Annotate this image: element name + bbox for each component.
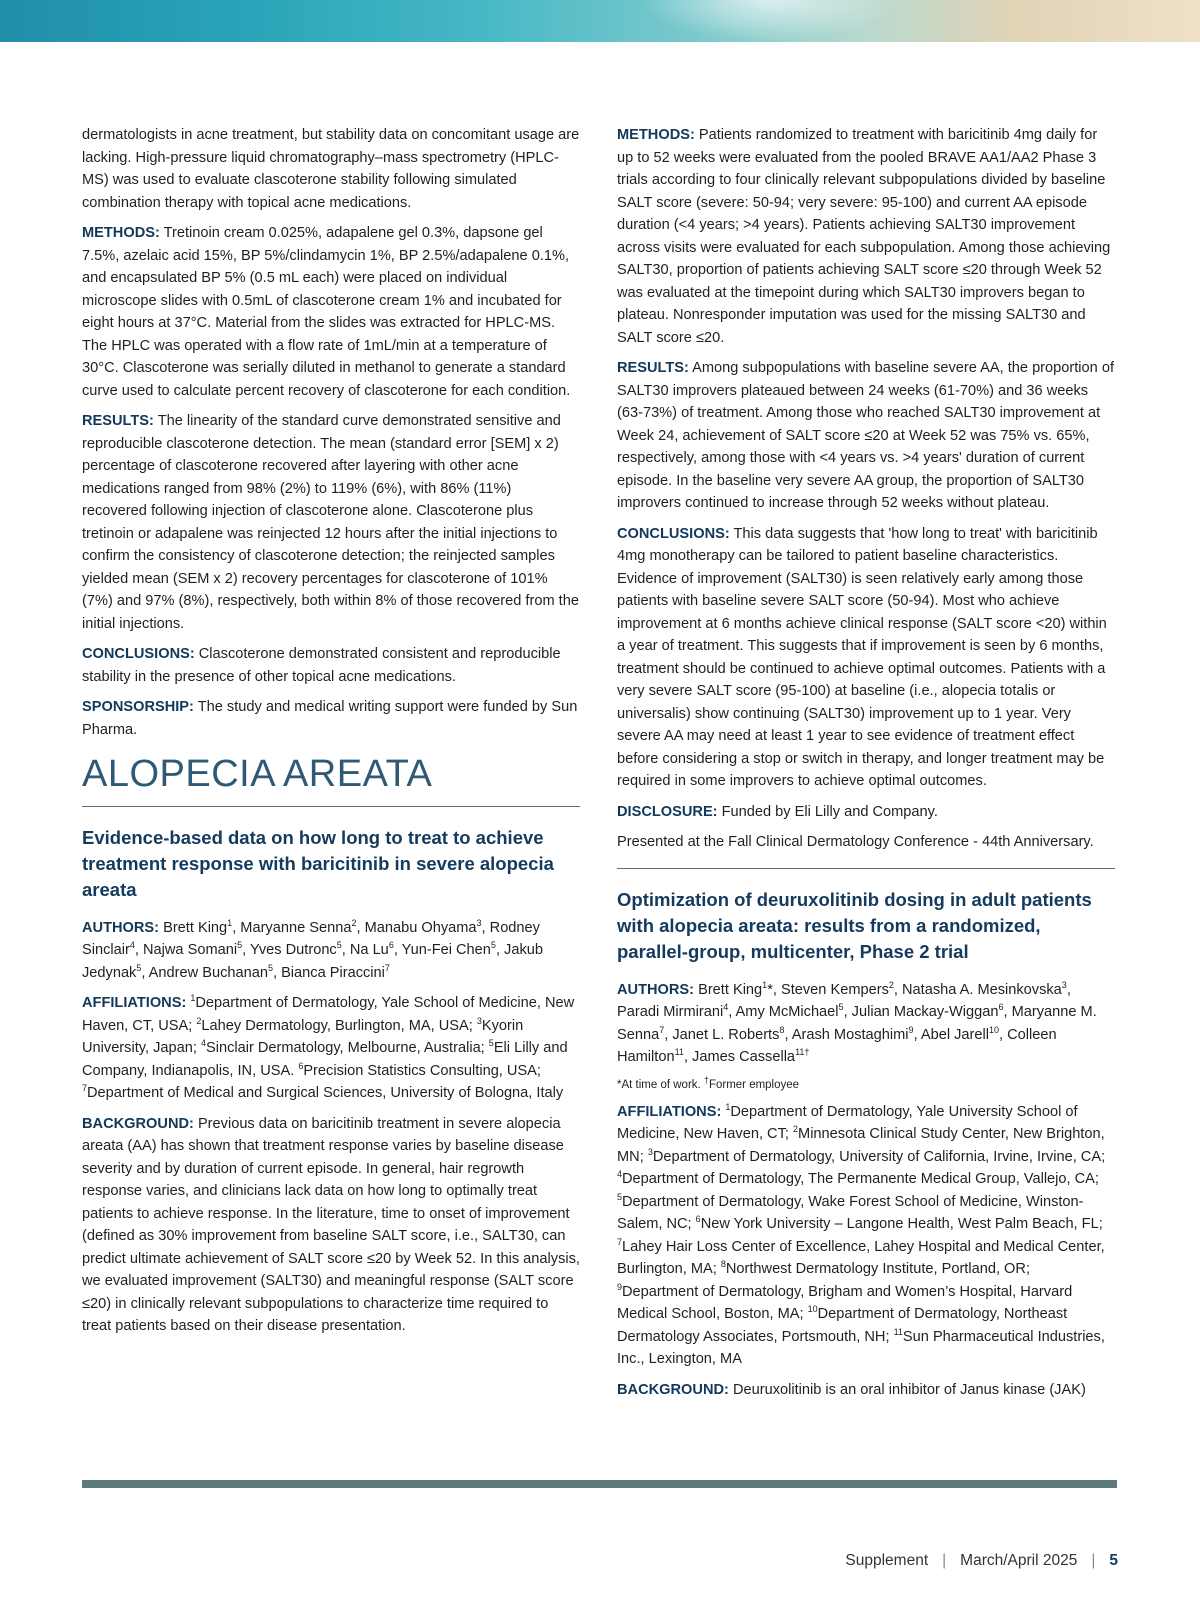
- author-note-text: *At time of work.: [617, 1078, 704, 1091]
- footer-separator: |: [942, 1552, 947, 1569]
- author-note-former: Former employee: [708, 1078, 800, 1091]
- article-title: Evidence-based data on how long to treat to achieve treatment response with baricitinib in severe alopecia areata: [82, 826, 554, 900]
- right-column: [617, 124, 1115, 1409]
- conclusions-text-2: This data suggests that 'how long to treat' with baricitinib 4mg monotherapy can be tailored to patient baseline characteristics. Evidence of improvement (SALT30) is seen relatively early among those patients with baseline severe SALT score (50-94). Most who achieve improvement at 6 months achieve clinical response (SALT score <20) within a year of treatment. This suggests that if improvement is seen by 6 months, treatment should be continued to achieve optimal outcomes. Patients with a very severe SALT score (95-100) at baseline (i.e., alopecia totalis or universalis) show continuing (SALT30) improvement up to 1 year. Very severe AA may need at least 1 year to see evidence of treatment effect before considering a stop or switch in therapy, and longer treatment may be required in some improvers to achieve optimal outcomes.: [617, 525, 1107, 789]
- issue-date: March/April 2025: [960, 1552, 1078, 1569]
- sponsorship-label: SPONSORSHIP:: [82, 699, 194, 715]
- intro-paragraph: dermatologists in acne treatment, but stability data on concomitant usage are lacking. High-pressure liquid chromatography–mass spectrometry (HPLC-MS) was used to evaluate clascoterone stability following simulated combination therapy with topical acne medications.: [82, 127, 580, 211]
- background-text-2: Deuruxolitinib is an oral inhibitor of Janus kinase (JAK): [732, 1381, 1086, 1398]
- affiliations-paragraph: AFFILIATIONS: $^1$Department of Dermatology, Yale School of Medicine, New Haven, CT, USA; $^2$Lahey Dermatology, Burlington, MA, USA; $^3$Kyorin University, Japan; $^4$Sinclair Dermatology, Melbourne, Australia; $^5$Eli Lilly and Company, Indianapolis, IN, USA. $^6$Precision Statistics Consulting, USA; $^7$Department of Medical and Surgical Sciences, University of Bologna, Italy: [82, 993, 575, 1101]
- affiliations-label: AFFILIATIONS:: [82, 995, 187, 1011]
- section-divider: [82, 806, 580, 807]
- page-number: 5: [1109, 1552, 1118, 1569]
- results-label: RESULTS:: [82, 413, 154, 429]
- background-label-2: BACKGROUND:: [617, 1381, 729, 1398]
- results-paragraph: [82, 410, 580, 635]
- header-banner: [0, 0, 1200, 42]
- page-footer: [0, 1552, 1118, 1570]
- background-label: BACKGROUND:: [82, 1115, 194, 1132]
- conclusions-label-2: CONCLUSIONS:: [617, 525, 730, 542]
- methods-paragraph: [82, 222, 580, 402]
- methods-label: METHODS:: [82, 225, 160, 241]
- results-text-2: Among subpopulations with baseline severe AA, the proportion of SALT30 improvers plateaued between 24 weeks (61-70%) and 36 weeks (63-73%) of treatment. Among those who reached SALT30 improvement at Week 24, achievement of SALT score ≤20 at Week 52 was 75% vs. 65%, respectively, among those with <4 years vs. >4 years' duration of current episode. In the baseline very severe AA group, the proportion of SALT30 improvers continued to increase through 52 weeks without plateau.: [617, 360, 1115, 511]
- background-paragraph: [82, 1113, 580, 1338]
- footer-separator: |: [1091, 1552, 1096, 1569]
- authors-paragraph-2: AUTHORS: Brett King$^1$*, Steven Kempers$^2$, Natasha A. Mesinkovska$^3$, Paradi Mirmirani$^4$, Amy McMichael$^5$, Julian Mackay-Wiggan$^6$, Maryanne M. Senna$^7$, Janet L. Roberts$^8$, Arash Mostaghimi$^9$, Abel Jarell$^{10}$, Colleen Hamilton$^{11}$, James Cassella$^{11\dagger}$: [617, 979, 1097, 1065]
- article-title-2: Optimization of deuruxolitinib dosing in adult patients with alopecia areata: results from a randomized, parallel-group, multicenter, Phase 2 trial: [617, 888, 1092, 962]
- methods-label-2: METHODS:: [617, 127, 695, 143]
- authors-label: AUTHORS:: [82, 919, 160, 936]
- results-text: The linearity of the standard curve demonstrated sensitive and reproducible clascoterone detection. The mean (standard error [SEM] x 2) percentage of clascoterone recovered after layering with other acne medications ranged from 98% (2%) to 119% (6%), with 86% (11%) recovered following injection of clascoterone alone. Clascoterone plus tretinoin or adapalene was reinjected 12 hours after the initial injections to confirm the consistency of clascoterone detection; the reinjected samples yielded mean (SEM x 2) recovery percentages for clascoterone of 101% (7%) and 97% (8%), respectively, both within 8% of those recovered from the initial injections.: [82, 413, 579, 632]
- presented-paragraph: Presented at the Fall Clinical Dermatology Conference - 44th Anniversary.: [617, 834, 1094, 850]
- affiliations-label-2: AFFILIATIONS:: [617, 1103, 722, 1120]
- affiliations-paragraph-2: AFFILIATIONS: $^1$Department of Dermatology, Yale University School of Medicine, New Haven, CT; $^2$Minnesota Clinical Study Center, New Brighton, MN; $^3$Department of Dermatology, University of California, Irvine, Irvine, CA; $^4$Department of Dermatology, The Permanente Medical Group, Vallejo, CA; $^5$Department of Dermatology, Wake Forest School of Medicine, Winston-Salem, NC; $^6$New York University – Langone Health, West Palm Beach, FL; $^7$Lahey Hair Loss Center of Excellence, Lahey Hospital and Medical Center, Burlington, MA; $^8$Northwest Dermatology Institute, Portland, OR; $^9$Department of Dermatology, Brigham and Women’s Hospital, Harvard Medical School, Boston, MA; $^{10}$Department of Dermatology, Northeast Dermatology Associates, Portsmouth, NH; $^{11}$Sun Pharmaceutical Industries, Inc., Lexington, MA: [617, 1101, 1106, 1367]
- sponsorship-text: The study and medical writing support were funded by Sun Pharma.: [82, 699, 578, 738]
- article-divider: [617, 868, 1115, 869]
- background-text: Previous data on baricitinib treatment in severe alopecia areata (AA) has shown that treatment response varies by baseline disease severity and by duration of current episode. In general, hair regrowth response varies, and clinicians lack data on how long to optimally treat patients to achieve response. In the literature, time to onset of improvement (defined as 30% improvement from baseline SALT score, i.e., SALT30, can predict ultimate achievement of SALT score ≤20 by Week 52. In this analysis, we evaluated improvement (SALT30) and meaningful response (SALT score ≤20) in clinically relevant subpopulations to characterize time required to treat patients based on their disease presentation.: [82, 1115, 580, 1334]
- bottom-bar: [82, 1480, 1117, 1488]
- left-column: [82, 124, 580, 1346]
- methods-text: Tretinoin cream 0.025%, adapalene gel 0.3%, dapsone gel 7.5%, azelaic acid 15%, BP 5%/clindamycin 1%, BP 2.5%/adapalene 0.1%, and encapsulated BP 5% (0.5 mL each) were placed on individual microscope slides with 0.5mL of clascoterone cream 1% and incubated for eight hours at 37°C. Material from the slides was extracted for HPLC-MS. The HPLC was operated with a flow rate of 1mL/min at a temperature of 30°C. Clascoterone was serially diluted in methanol to generate a standard curve used to calculate percent recovery of clascoterone for each condition.: [82, 225, 571, 399]
- disclosure-text: Funded by Eli Lilly and Company.: [721, 803, 938, 820]
- authors-label-2: AUTHORS:: [617, 981, 695, 998]
- conclusions-paragraph-2: [617, 523, 1115, 793]
- sponsorship-paragraph: [82, 696, 580, 741]
- results-paragraph-2: [617, 357, 1115, 515]
- background-paragraph-2: [617, 1379, 1115, 1402]
- banner-foam: [640, 0, 900, 42]
- authors-paragraph: AUTHORS: Brett King$^1$, Maryanne Senna$^2$, Manabu Ohyama$^3$, Rodney Sinclair$^4$, Najwa Somani$^5$, Yves Dutronc$^5$, Na Lu$^6$, Yun-Fei Chen$^5$, Jakub Jedynak$^5$, Andrew Buchanan$^5$, Bianca Piraccini$^7$: [82, 917, 543, 981]
- conclusions-paragraph: [82, 643, 580, 688]
- conclusions-label: CONCLUSIONS:: [82, 646, 195, 662]
- conclusions-text: Clascoterone demonstrated consistent and reproducible stability in the presence of other topical acne medications.: [82, 646, 561, 685]
- publication-name: Supplement: [845, 1552, 929, 1569]
- author-note: *At time of work. †Former employee: [617, 1074, 800, 1091]
- disclosure-paragraph: [617, 801, 1115, 824]
- section-title: ALOPECIA AREATA: [82, 753, 433, 795]
- results-label-2: RESULTS:: [617, 360, 689, 376]
- disclosure-label: DISCLOSURE:: [617, 803, 718, 820]
- methods-paragraph-2: [617, 124, 1115, 349]
- methods-text-2: Patients randomized to treatment with baricitinib 4mg daily for up to 52 weeks were evaluated from the pooled BRAVE AA1/AA2 Phase 3 trials according to four clinically relevant subpopulations divided by baseline SALT score (severe: 50-94; very severe: 95-100) and current AA episode duration (<4 years; >4 years). Patients achieving SALT30 improvement across visits were evaluated for each subpopulation. Among those achieving SALT30, proportion of patients achieving SALT score ≤20 through Week 52 was evaluated at the timepoint during which SALT30 improvers began to plateau. Nonresponder imputation was used for the missing SALT30 and SALT score ≤20.: [617, 127, 1111, 346]
